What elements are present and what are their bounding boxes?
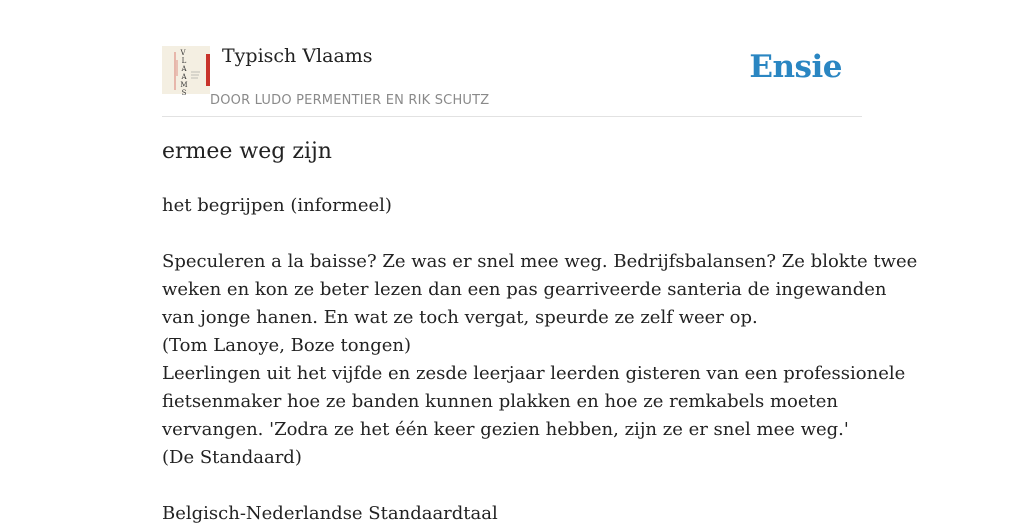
blog-header [162,0,862,117]
quote-line: weken en kon ze beter lezen dan een pas gearriveerde santeria de ingewanden [162,279,887,300]
entry-title: ermee weg zijn [162,139,332,164]
blog-title[interactable]: Typisch Vlaams [222,45,373,67]
quote-source: (Tom Lanoye, Boze tongen) [162,335,412,356]
avatar-letter: A [181,73,187,81]
entry-card [162,0,918,524]
definition: het begrijpen (informeel) [162,195,392,216]
quote-line: Leerlingen uit het vijfde en zesde leerjaar leerden gisteren van een professionele [162,363,906,384]
avatar-letter: V [180,49,186,57]
quote-line: van jonge hanen. En wat ze toch vergat, speurde ze zelf weer op. [162,307,758,328]
blog-avatar[interactable] [162,46,210,97]
avatar-letter: A [181,65,187,73]
quote-source: (De Standaard) [162,447,302,468]
category-label: Belgisch-Nederlandse Standaardtaal [162,503,498,524]
byline: DOOR LUDO PERMENTIER EN RIK SCHUTZ [210,93,490,108]
quote-line: Speculeren a la baisse? Ze was er snel mee weg. Bedrijfsbalansen? Ze blokte twee [162,251,918,272]
avatar-letter: S [181,89,187,97]
ensie-logo-link[interactable]: Ensie [749,49,842,85]
avatar-letter: M [180,81,188,89]
paragraph-gap [162,472,862,500]
paragraph-gap [162,220,862,248]
entry-body [162,192,918,528]
quote-line: fietsenmaker hoe ze banden kunnen plakken en hoe ze remkabels moeten [162,391,839,412]
avatar-letter: L [181,57,187,65]
book-cover-icon [162,46,210,97]
quote-line: vervangen. 'Zodra ze het één keer gezien hebben, zijn ze er snel mee weg.' [162,419,849,440]
